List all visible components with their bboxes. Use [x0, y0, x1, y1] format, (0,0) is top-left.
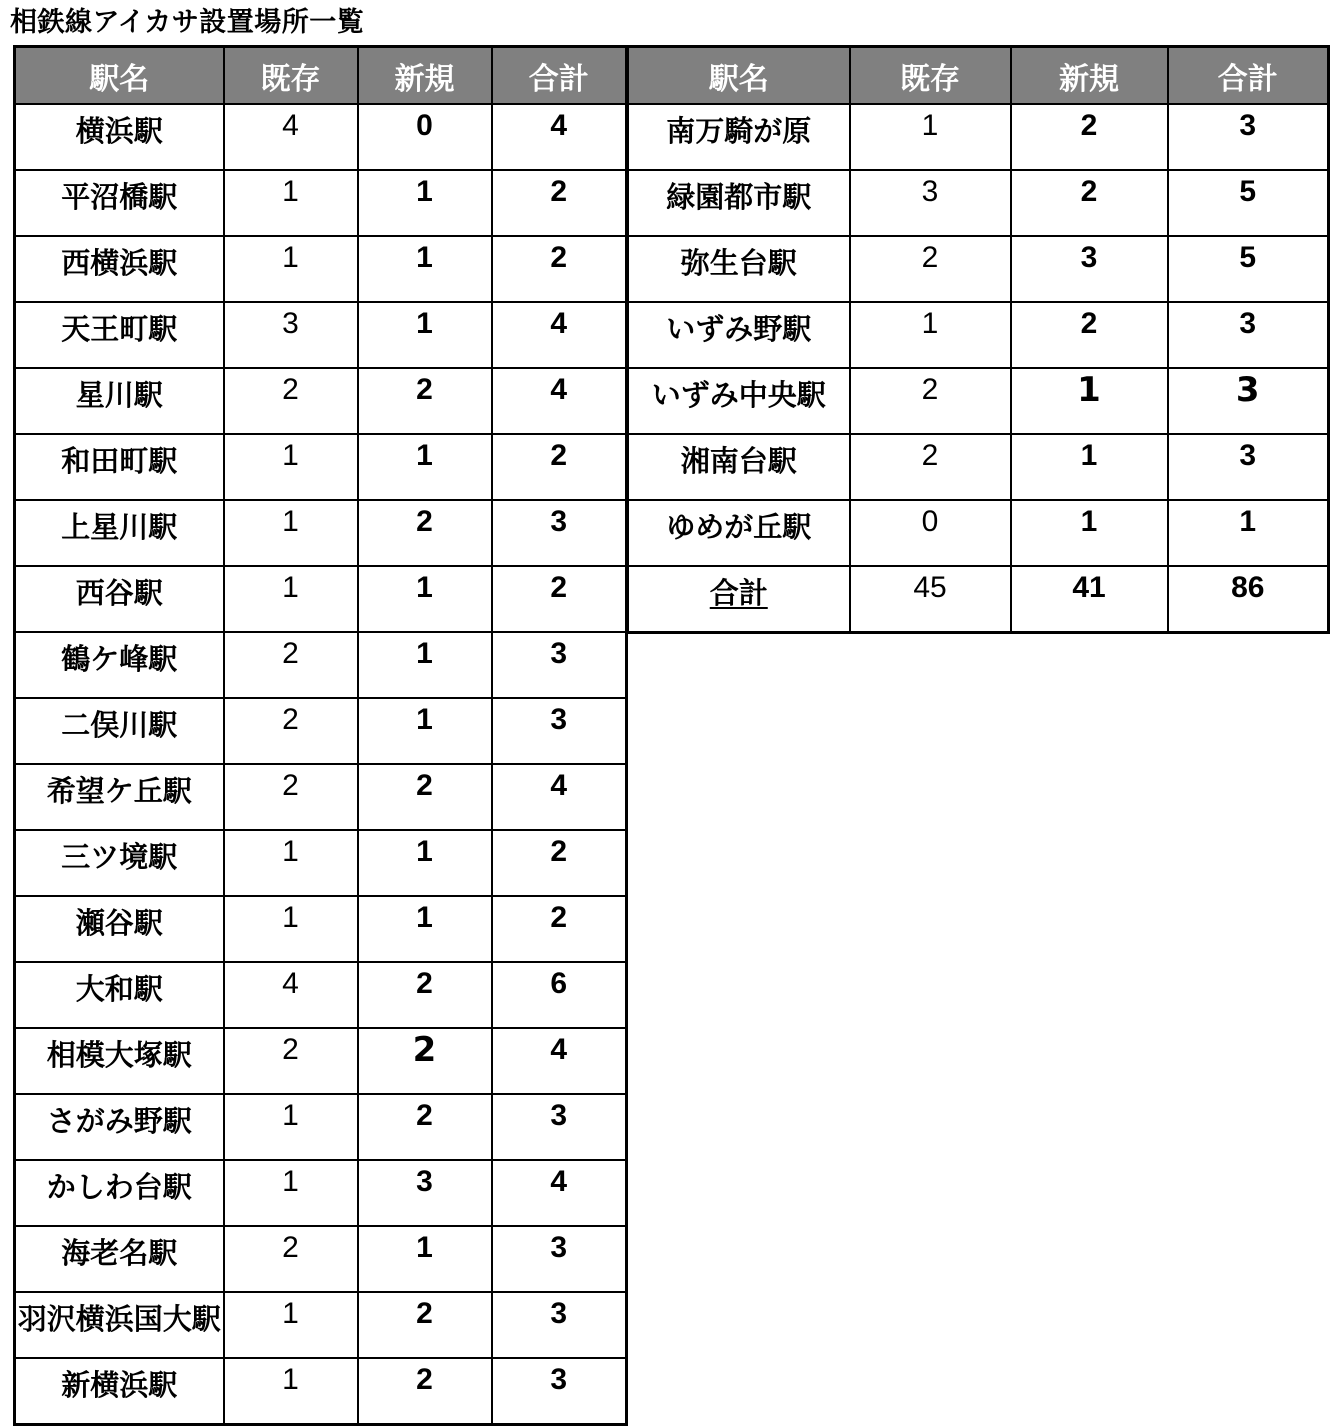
table-row	[15, 368, 627, 434]
table-row	[15, 830, 627, 896]
total-cell: 4	[492, 104, 627, 170]
existing-cell: 2	[850, 434, 1011, 500]
table-row	[15, 500, 627, 566]
new-cell: 1	[1011, 500, 1168, 566]
station-cell: 羽沢横浜国大駅	[15, 1292, 224, 1358]
table-body-left	[15, 104, 627, 1425]
table-row	[15, 434, 627, 500]
total-cell: 2	[492, 566, 627, 632]
total-cell: 3	[492, 1292, 627, 1358]
station-table-right	[626, 45, 1330, 634]
table-row	[628, 170, 1329, 236]
new-cell: 2	[1011, 104, 1168, 170]
total-cell: 3	[492, 500, 627, 566]
new-cell: 3	[358, 1160, 492, 1226]
station-cell: 湘南台駅	[628, 434, 850, 500]
existing-cell: 1	[224, 236, 358, 302]
station-cell: 天王町駅	[15, 302, 224, 368]
existing-cell: 1	[224, 434, 358, 500]
new-cell: 1	[358, 302, 492, 368]
new-cell: 2	[358, 764, 492, 830]
total-cell: 3	[1168, 302, 1329, 368]
header-row	[15, 47, 627, 105]
total-cell: 4	[492, 368, 627, 434]
col-header-station: 駅名	[628, 47, 850, 105]
total-cell: 3	[1168, 434, 1329, 500]
total-cell: 2	[492, 170, 627, 236]
new-cell: 1	[358, 434, 492, 500]
col-header-existing: 既存	[224, 47, 358, 105]
station-cell: ゆめが丘駅	[628, 500, 850, 566]
new-cell: 1	[358, 632, 492, 698]
new-cell: 3	[1011, 236, 1168, 302]
new-cell: 2	[1011, 302, 1168, 368]
existing-cell: 1	[224, 566, 358, 632]
table-row	[15, 566, 627, 632]
total-cell: 3	[492, 632, 627, 698]
table-row	[15, 1292, 627, 1358]
new-cell: 1	[358, 1226, 492, 1292]
table-row	[15, 896, 627, 962]
col-header-existing: 既存	[850, 47, 1011, 105]
existing-cell: 1	[224, 830, 358, 896]
station-cell: 希望ケ丘駅	[15, 764, 224, 830]
station-cell: 星川駅	[15, 368, 224, 434]
existing-cell: 3	[224, 302, 358, 368]
table-body-right	[628, 104, 1329, 633]
station-table-left	[13, 45, 628, 1426]
table-row	[15, 1094, 627, 1160]
new-cell: 2	[1011, 170, 1168, 236]
existing-cell: 1	[224, 1160, 358, 1226]
station-cell: 上星川駅	[15, 500, 224, 566]
table-row	[15, 632, 627, 698]
total-cell: 1	[1168, 500, 1329, 566]
new-cell: 1	[358, 896, 492, 962]
existing-cell: 2	[224, 1226, 358, 1292]
station-cell: 大和駅	[15, 962, 224, 1028]
new-cell: 2	[358, 1094, 492, 1160]
table-row	[628, 302, 1329, 368]
existing-cell: 1	[224, 1358, 358, 1425]
new-cell: 2	[358, 368, 492, 434]
existing-cell: 1	[224, 896, 358, 962]
station-cell: 南万騎が原	[628, 104, 850, 170]
new-cell: 0	[358, 104, 492, 170]
table-row	[628, 368, 1329, 434]
table-row	[15, 698, 627, 764]
col-header-new: 新規	[1011, 47, 1168, 105]
existing-cell: 2	[224, 1028, 358, 1094]
new-cell: 41	[1011, 566, 1168, 633]
new-cell: 2	[358, 500, 492, 566]
existing-cell: 1	[224, 500, 358, 566]
new-cell: 2	[358, 1358, 492, 1425]
total-cell: 3	[1168, 368, 1329, 434]
total-cell: 86	[1168, 566, 1329, 633]
table-row	[15, 236, 627, 302]
total-cell: 3	[492, 698, 627, 764]
table-row	[15, 302, 627, 368]
station-cell: 西谷駅	[15, 566, 224, 632]
col-header-station: 駅名	[15, 47, 224, 105]
existing-cell: 1	[224, 1292, 358, 1358]
existing-cell: 1	[850, 302, 1011, 368]
station-cell: 二俣川駅	[15, 698, 224, 764]
total-cell: 3	[492, 1226, 627, 1292]
total-cell: 5	[1168, 236, 1329, 302]
existing-cell: 2	[224, 764, 358, 830]
existing-cell: 2	[224, 368, 358, 434]
existing-cell: 2	[850, 368, 1011, 434]
total-cell: 2	[492, 830, 627, 896]
col-header-total: 合計	[492, 47, 627, 105]
total-cell: 3	[492, 1358, 627, 1425]
station-cell: 西横浜駅	[15, 236, 224, 302]
table-row	[15, 764, 627, 830]
station-cell: 平沼橋駅	[15, 170, 224, 236]
existing-cell: 45	[850, 566, 1011, 633]
total-cell: 4	[492, 764, 627, 830]
existing-cell: 4	[224, 104, 358, 170]
table-row	[15, 962, 627, 1028]
new-cell: 1	[358, 236, 492, 302]
station-cell: 弥生台駅	[628, 236, 850, 302]
total-cell: 4	[492, 1028, 627, 1094]
table-row	[15, 1226, 627, 1292]
total-cell: 2	[492, 896, 627, 962]
existing-cell: 2	[224, 632, 358, 698]
total-cell: 3	[1168, 104, 1329, 170]
total-cell: 6	[492, 962, 627, 1028]
table-row	[628, 236, 1329, 302]
station-cell: 瀬谷駅	[15, 896, 224, 962]
existing-cell: 2	[850, 236, 1011, 302]
new-cell: 1	[1011, 368, 1168, 434]
existing-cell: 3	[850, 170, 1011, 236]
station-cell: かしわ台駅	[15, 1160, 224, 1226]
header-row	[628, 47, 1329, 105]
table-row	[628, 566, 1329, 633]
station-cell: 新横浜駅	[15, 1358, 224, 1425]
station-cell: 相模大塚駅	[15, 1028, 224, 1094]
table-row	[15, 1028, 627, 1094]
table-row	[628, 500, 1329, 566]
table-row	[15, 170, 627, 236]
station-cell: 鶴ケ峰駅	[15, 632, 224, 698]
new-cell: 2	[358, 962, 492, 1028]
page-title: 相鉄線アイカサ設置場所一覧	[10, 7, 365, 37]
table-row	[15, 104, 627, 170]
existing-cell: 2	[224, 698, 358, 764]
total-cell: 2	[492, 434, 627, 500]
existing-cell: 1	[224, 1094, 358, 1160]
table-row	[628, 104, 1329, 170]
station-cell: 和田町駅	[15, 434, 224, 500]
total-cell: 4	[492, 302, 627, 368]
new-cell: 1	[358, 830, 492, 896]
col-header-new: 新規	[358, 47, 492, 105]
total-cell: 3	[492, 1094, 627, 1160]
table-row	[15, 1160, 627, 1226]
existing-cell: 1	[224, 170, 358, 236]
table-row	[628, 434, 1329, 500]
station-cell: 合計	[628, 566, 850, 633]
station-cell: 三ツ境駅	[15, 830, 224, 896]
station-tables	[13, 45, 1332, 1426]
col-header-total: 合計	[1168, 47, 1329, 105]
new-cell: 2	[358, 1292, 492, 1358]
station-cell: いずみ野駅	[628, 302, 850, 368]
existing-cell: 0	[850, 500, 1011, 566]
existing-cell: 1	[850, 104, 1011, 170]
station-cell: いずみ中央駅	[628, 368, 850, 434]
new-cell: 1	[358, 698, 492, 764]
existing-cell: 4	[224, 962, 358, 1028]
total-cell: 4	[492, 1160, 627, 1226]
new-cell: 1	[358, 170, 492, 236]
station-cell: 緑園都市駅	[628, 170, 850, 236]
new-cell: 1	[1011, 434, 1168, 500]
new-cell: 2	[358, 1028, 492, 1094]
station-cell: 海老名駅	[15, 1226, 224, 1292]
new-cell: 1	[358, 566, 492, 632]
station-cell: 横浜駅	[15, 104, 224, 170]
total-cell: 5	[1168, 170, 1329, 236]
table-row	[15, 1358, 627, 1425]
total-cell: 2	[492, 236, 627, 302]
station-cell: さがみ野駅	[15, 1094, 224, 1160]
